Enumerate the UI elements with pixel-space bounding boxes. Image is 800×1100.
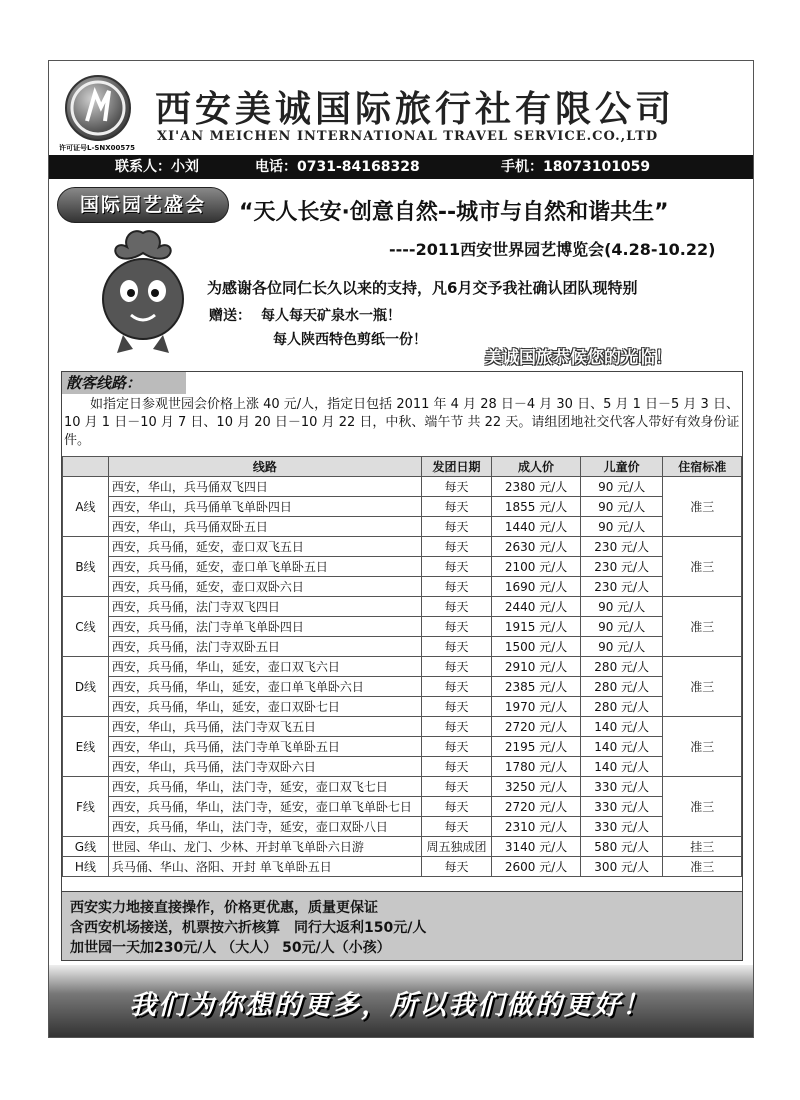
route-name: 西安，兵马俑，华山，法门寺，延安，壶口双飞七日 <box>108 777 421 797</box>
table-row <box>63 637 742 657</box>
feature-line-3: 加世园一天加230元/人 （大人） 50元/人（小孩） <box>70 940 391 956</box>
table-row <box>63 617 742 637</box>
contact-mobile: 手机：18073101059 <box>501 159 651 175</box>
departure-date: 每天 <box>421 557 491 577</box>
line-code: G线 <box>63 837 109 857</box>
expo-badge: 国际园艺盛会 <box>57 187 229 223</box>
child-price: 90 元/人 <box>580 637 663 657</box>
child-price: 230 元/人 <box>580 537 663 557</box>
route-name: 西安，华山，兵马俑单飞单卧四日 <box>108 497 421 517</box>
adult-price: 1690 元/人 <box>492 577 581 597</box>
table-row <box>63 657 742 677</box>
route-name: 世园、华山、龙门、少林、开封单飞单卧六日游 <box>108 837 421 857</box>
departure-date: 每天 <box>421 697 491 717</box>
hotel-standard: 准三 <box>663 857 742 877</box>
route-name: 西安，兵马俑，华山，延安，壶口双飞六日 <box>108 657 421 677</box>
hotel-standard: 准三 <box>663 657 742 717</box>
gift-label: 赠送： <box>209 308 251 324</box>
departure-date: 每天 <box>421 817 491 837</box>
child-price: 330 元/人 <box>580 777 663 797</box>
adult-price: 2440 元/人 <box>492 597 581 617</box>
table-row <box>63 677 742 697</box>
departure-date: 每天 <box>421 597 491 617</box>
header-line-code <box>63 457 109 477</box>
hotel-standard: 准三 <box>663 597 742 657</box>
adult-price: 1855 元/人 <box>492 497 581 517</box>
child-price: 90 元/人 <box>580 597 663 617</box>
table-row <box>63 497 742 517</box>
departure-date: 每天 <box>421 717 491 737</box>
departure-date: 每天 <box>421 777 491 797</box>
table-row <box>63 477 742 497</box>
table-row <box>63 597 742 617</box>
header-route: 线路 <box>108 457 421 477</box>
expo-subtitle: ----2011西安世界园艺博览会(4.28-10.22) <box>389 240 716 259</box>
adult-price: 3140 元/人 <box>492 837 581 857</box>
route-name: 西安，兵马俑，延安，壶口双卧六日 <box>108 577 421 597</box>
departure-date: 每天 <box>421 657 491 677</box>
table-row <box>63 517 742 537</box>
child-price: 230 元/人 <box>580 557 663 577</box>
adult-price: 1500 元/人 <box>492 637 581 657</box>
adult-price: 2195 元/人 <box>492 737 581 757</box>
departure-date: 每天 <box>421 637 491 657</box>
price-notice: 如指定日参观世园会价格上涨 40 元/人，指定日包括 2011 年 4 月 28 日－4 月 30 日、5 月 1 日－5 月 3 日、10 月 1 日－10 月 7 日、10 月 20 日－10 月 22 日，中秋、端午节 共 22 天。请组团地社交代客人带好有效身份证件。 <box>64 397 740 448</box>
route-name: 西安，兵马俑，法门寺双卧五日 <box>108 637 421 657</box>
departure-date: 每天 <box>421 857 491 877</box>
thanks-message: 为感谢各位同仁长久以来的支持，凡6月交予我社确认团队现特别 <box>207 279 638 297</box>
route-name: 西安，华山，兵马俑，法门寺双卧六日 <box>108 757 421 777</box>
welcome-slogan: 美诚国旅恭候您的光临！ <box>485 348 672 368</box>
line-code: D线 <box>63 657 109 717</box>
child-price: 90 元/人 <box>580 477 663 497</box>
header-hotel: 住宿标准 <box>663 457 742 477</box>
adult-price: 2100 元/人 <box>492 557 581 577</box>
child-price: 140 元/人 <box>580 757 663 777</box>
child-price: 90 元/人 <box>580 497 663 517</box>
table-row <box>63 857 742 877</box>
adult-price: 2385 元/人 <box>492 677 581 697</box>
line-code: A线 <box>63 477 109 537</box>
footer-banner <box>49 965 753 1037</box>
line-code: C线 <box>63 597 109 657</box>
mascot-icon <box>93 227 193 357</box>
line-code: B线 <box>63 537 109 597</box>
route-name: 西安，华山，兵马俑双卧五日 <box>108 517 421 537</box>
company-name-cn: 西安美诚国际旅行社有限公司 <box>155 88 676 130</box>
departure-date: 每天 <box>421 737 491 757</box>
table-row <box>63 697 742 717</box>
table-header-row <box>63 457 742 477</box>
routes-section-title: 散客线路： <box>62 372 186 394</box>
child-price: 280 元/人 <box>580 677 663 697</box>
child-price: 230 元/人 <box>580 577 663 597</box>
route-name: 西安，兵马俑，华山，延安，壶口双卧七日 <box>108 697 421 717</box>
departure-date: 每天 <box>421 677 491 697</box>
table-row <box>63 757 742 777</box>
table-row <box>63 737 742 757</box>
routes-section <box>61 371 743 929</box>
departure-date: 每天 <box>421 477 491 497</box>
route-name: 西安，华山，兵马俑双飞四日 <box>108 477 421 497</box>
departure-date: 每天 <box>421 537 491 557</box>
hotel-standard: 准三 <box>663 537 742 597</box>
hotel-standard: 准三 <box>663 717 742 777</box>
adult-price: 2720 元/人 <box>492 797 581 817</box>
adult-price: 1780 元/人 <box>492 757 581 777</box>
gift-item-papercut: 每人陕西特色剪纸一份！ <box>273 332 427 348</box>
hotel-standard: 准三 <box>663 777 742 837</box>
adult-price: 1915 元/人 <box>492 617 581 637</box>
adult-price: 2630 元/人 <box>492 537 581 557</box>
header-adult-price: 成人价 <box>492 457 581 477</box>
route-name: 兵马俑、华山、洛阳、开封 单飞单卧五日 <box>108 857 421 877</box>
departure-date: 每天 <box>421 497 491 517</box>
route-name: 西安，华山，兵马俑，法门寺单飞单卧五日 <box>108 737 421 757</box>
hotel-standard: 挂三 <box>663 837 742 857</box>
line-code: E线 <box>63 717 109 777</box>
child-price: 580 元/人 <box>580 837 663 857</box>
contact-person: 联系人：小刘 <box>115 159 199 175</box>
adult-price: 1440 元/人 <box>492 517 581 537</box>
route-name: 西安，兵马俑，华山，法门寺，延安，壶口单飞单卧七日 <box>108 797 421 817</box>
route-name: 西安，兵马俑，法门寺单飞单卧四日 <box>108 617 421 637</box>
child-price: 90 元/人 <box>580 617 663 637</box>
header-date: 发团日期 <box>421 457 491 477</box>
company-logo <box>65 75 131 141</box>
hotel-standard: 准三 <box>663 477 742 537</box>
adult-price: 1970 元/人 <box>492 697 581 717</box>
route-name: 西安，兵马俑，法门寺双飞四日 <box>108 597 421 617</box>
feature-line-1: 西安实力地接直接操作，价格更优惠，质量更保证 <box>70 900 378 916</box>
adult-price: 2600 元/人 <box>492 857 581 877</box>
child-price: 330 元/人 <box>580 797 663 817</box>
departure-date: 每天 <box>421 797 491 817</box>
expo-theme: “天人长安·创意自然--城市与自然和谐共生” <box>239 200 669 225</box>
feature-line-2: 含西安机场接送，机票按六折核算 同行大返利150元/人 <box>70 920 427 936</box>
company-name-en: XI'AN MEICHEN INTERNATIONAL TRAVEL SERVICE.CO.,LTD <box>157 129 659 144</box>
departure-date: 周五独成团 <box>421 837 491 857</box>
features-box <box>61 891 743 961</box>
header-child-price: 儿童价 <box>580 457 663 477</box>
route-name: 西安，兵马俑，华山，延安，壶口单飞单卧六日 <box>108 677 421 697</box>
child-price: 140 元/人 <box>580 717 663 737</box>
expo-banner <box>49 181 753 368</box>
flyer-sheet <box>48 60 754 1038</box>
adult-price: 3250 元/人 <box>492 777 581 797</box>
departure-date: 每天 <box>421 577 491 597</box>
line-code: F线 <box>63 777 109 837</box>
adult-price: 2380 元/人 <box>492 477 581 497</box>
table-row <box>63 717 742 737</box>
table-row <box>63 537 742 557</box>
child-price: 90 元/人 <box>580 517 663 537</box>
table-row <box>63 797 742 817</box>
child-price: 330 元/人 <box>580 817 663 837</box>
route-name: 西安，兵马俑，延安，壶口单飞单卧五日 <box>108 557 421 577</box>
contact-phone: 电话：0731-84168328 <box>255 159 420 175</box>
gift-item-water: 每人每天矿泉水一瓶！ <box>261 308 401 324</box>
footer-slogan: 我们为你想的更多，所以我们做的更好！ <box>129 990 651 1021</box>
license-number: 许可证号L-SNX00575 <box>59 144 136 152</box>
table-row <box>63 557 742 577</box>
logo-emblem-icon <box>67 77 129 139</box>
adult-price: 2910 元/人 <box>492 657 581 677</box>
adult-price: 2720 元/人 <box>492 717 581 737</box>
route-name: 西安，华山，兵马俑，法门寺双飞五日 <box>108 717 421 737</box>
child-price: 300 元/人 <box>580 857 663 877</box>
table-row <box>63 817 742 837</box>
contact-bar <box>49 155 753 179</box>
departure-date: 每天 <box>421 517 491 537</box>
table-row <box>63 837 742 857</box>
route-name: 西安，兵马俑，华山，法门寺，延安，壶口双卧八日 <box>108 817 421 837</box>
table-row <box>63 577 742 597</box>
departure-date: 每天 <box>421 617 491 637</box>
routes-table-body <box>63 477 742 877</box>
child-price: 140 元/人 <box>580 737 663 757</box>
line-code: H线 <box>63 857 109 877</box>
adult-price: 2310 元/人 <box>492 817 581 837</box>
child-price: 280 元/人 <box>580 697 663 717</box>
child-price: 280 元/人 <box>580 657 663 677</box>
departure-date: 每天 <box>421 757 491 777</box>
routes-table <box>62 456 742 877</box>
table-row <box>63 777 742 797</box>
route-name: 西安，兵马俑，延安，壶口双飞五日 <box>108 537 421 557</box>
